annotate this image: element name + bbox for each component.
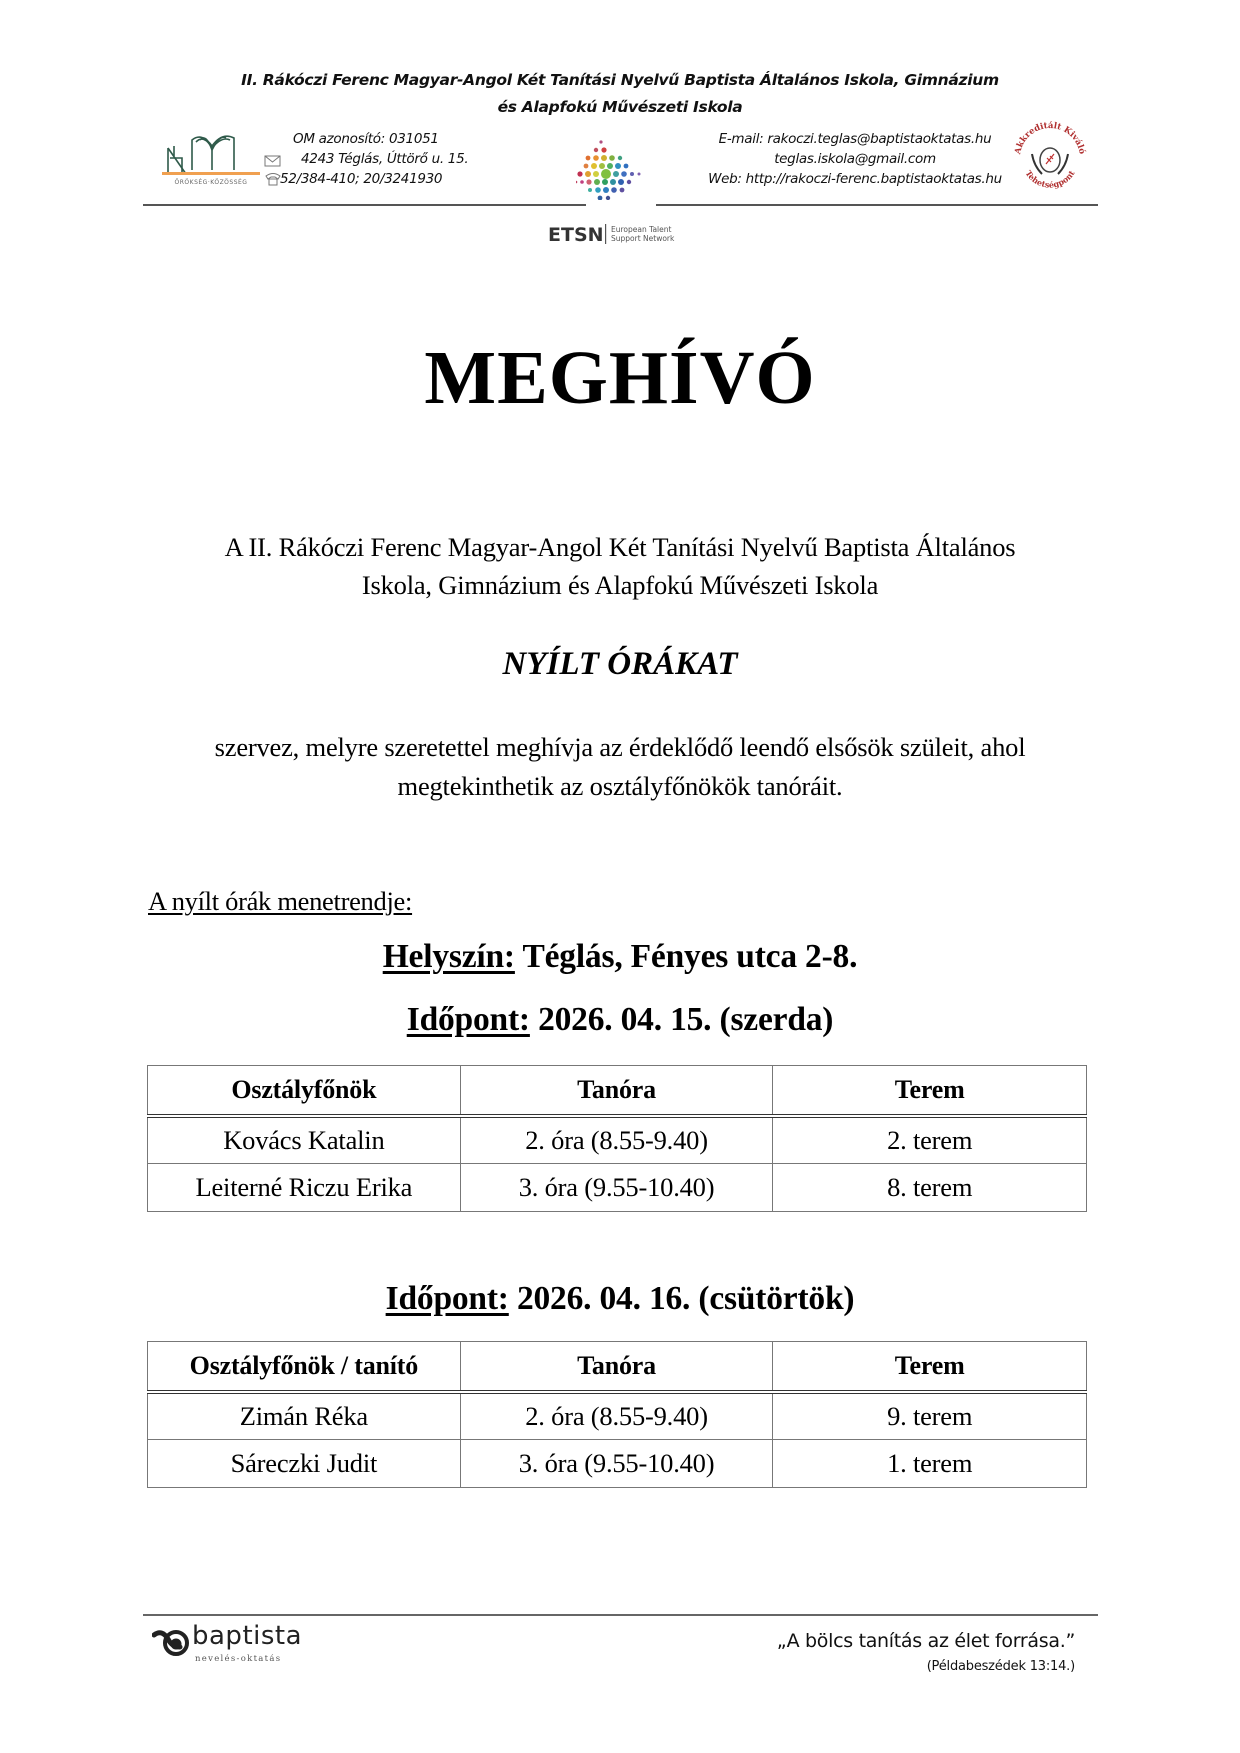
table-header-row bbox=[148, 1066, 1087, 1116]
date-value: 2026. 04. 16. (csütörtök) bbox=[508, 1280, 855, 1317]
footer-quote: „A bölcs tanítás az élet forrása.” bbox=[776, 1630, 1075, 1652]
mail-icon bbox=[264, 154, 282, 168]
school-book-logo-icon bbox=[162, 128, 262, 186]
table-header-row bbox=[148, 1342, 1087, 1392]
event-subtitle: NYÍLT ÓRÁKAT bbox=[502, 646, 738, 682]
column-header-room: Terem bbox=[773, 1342, 1087, 1392]
cell-lesson: 2. óra (8.55-9.40) bbox=[460, 1392, 773, 1440]
cell-room: 2. terem bbox=[773, 1116, 1087, 1164]
column-header-teacher: Osztályfőnök bbox=[148, 1066, 461, 1116]
cell-lesson: 3. óra (9.55-10.40) bbox=[460, 1440, 773, 1488]
baptista-wordmark: baptista bbox=[192, 1621, 303, 1651]
contact-block-left bbox=[280, 129, 469, 189]
cell-teacher: Sáreczki Judit bbox=[148, 1440, 461, 1488]
phone-numbers: 52/384-410; 20/3241930 bbox=[280, 171, 443, 187]
cell-teacher: Leiterné Riczu Erika bbox=[148, 1164, 461, 1212]
session-2-table bbox=[147, 1341, 1087, 1488]
cell-room: 1. terem bbox=[773, 1440, 1087, 1488]
cell-lesson: 3. óra (9.55-10.40) bbox=[460, 1164, 773, 1212]
etsn-line1: European Talent bbox=[611, 225, 672, 234]
cell-teacher: Kovács Katalin bbox=[148, 1116, 461, 1164]
date-label: Időpont: bbox=[385, 1280, 509, 1317]
session-1-table bbox=[147, 1065, 1087, 1212]
school-name-line2: és Alapfokú Művészeti Iskola bbox=[497, 98, 743, 116]
date-value: 2026. 04. 15. (szerda) bbox=[529, 1001, 834, 1038]
table-row bbox=[148, 1392, 1087, 1440]
etsn-dots-logo-icon bbox=[576, 138, 666, 228]
body-line: megtekinthetik az osztályfőnökök tanóráit. bbox=[397, 771, 843, 801]
baptista-logo bbox=[152, 1623, 302, 1673]
column-header-lesson: Tanóra bbox=[460, 1066, 773, 1116]
page-title: MEGHÍVÓ bbox=[424, 336, 816, 420]
table-row bbox=[148, 1116, 1087, 1164]
schedule-heading: A nyílt órák menetrendje: bbox=[148, 886, 413, 916]
etsn-logo bbox=[548, 221, 708, 247]
om-id: OM azonosító: 031051 bbox=[293, 131, 439, 147]
footer-divider bbox=[143, 1614, 1098, 1616]
footer-reference: (Példabeszédek 13:14.) bbox=[926, 1659, 1075, 1674]
email-secondary[interactable]: teglas.iskola@gmail.com bbox=[774, 151, 936, 167]
cell-room: 8. terem bbox=[773, 1164, 1087, 1212]
cell-lesson: 2. óra (8.55-9.40) bbox=[460, 1116, 773, 1164]
talent-point-seal-icon bbox=[1010, 118, 1090, 198]
cell-teacher: Zimán Réka bbox=[148, 1392, 461, 1440]
column-header-room: Terem bbox=[773, 1066, 1087, 1116]
postal-address: 4243 Téglás, Úttörő u. 15. bbox=[301, 151, 469, 167]
intro-line: A II. Rákóczi Ferenc Magyar-Angol Két Tanítási Nyelvű Baptista Általános bbox=[224, 532, 1016, 562]
invitation-paragraph bbox=[140, 728, 1100, 806]
date-label: Időpont: bbox=[406, 1001, 530, 1038]
baptista-swirl-icon bbox=[152, 1627, 190, 1659]
location-value: Téglás, Fényes utca 2-8. bbox=[514, 938, 858, 975]
location-line bbox=[0, 938, 1240, 976]
session-1-date bbox=[0, 1001, 1240, 1039]
column-header-lesson: Tanóra bbox=[460, 1342, 773, 1392]
location-label: Helyszín: bbox=[382, 938, 515, 975]
seal-bottom-text: Tehetségpont bbox=[1023, 168, 1077, 190]
intro-line: Iskola, Gimnázium és Alapfokú Művészeti Iskola bbox=[361, 570, 879, 600]
table-row bbox=[148, 1164, 1087, 1212]
table-row bbox=[148, 1440, 1087, 1488]
baptista-tagline: nevelés-oktatás bbox=[195, 1654, 282, 1664]
website-link[interactable]: Web: http://rakoczi-ferenc.baptistaoktatas.hu bbox=[708, 171, 1002, 187]
session-2-date bbox=[0, 1280, 1240, 1318]
intro-paragraph bbox=[140, 528, 1100, 604]
column-header-teacher: Osztályfőnök / tanító bbox=[148, 1342, 461, 1392]
etsn-line2: Support Network bbox=[611, 234, 675, 243]
school-name-line1: II. Rákóczi Ferenc Magyar-Angol Két Tanítási Nyelvű Baptista Általános Iskola, Gimnázium bbox=[241, 71, 999, 89]
contact-block-right bbox=[690, 129, 1020, 189]
svg-text:Akkreditált Kiváló bbox=[1013, 120, 1088, 156]
svg-text:ÖRÖKSÉG·KÖZÖSSÉG: ÖRÖKSÉG·KÖZÖSSÉG bbox=[174, 179, 248, 186]
body-line: szervez, melyre szeretettel meghívja az érdeklődő leendő elsősök szüleit, ahol bbox=[214, 732, 1026, 762]
seal-top-text: Akkreditált Kiváló bbox=[1013, 120, 1087, 156]
divider-gap bbox=[586, 200, 656, 210]
etsn-abbr: ETSN bbox=[548, 224, 604, 246]
cell-room: 9. terem bbox=[773, 1392, 1087, 1440]
email-primary[interactable]: E-mail: rakoczi.teglas@baptistaoktatas.hu bbox=[718, 131, 992, 147]
